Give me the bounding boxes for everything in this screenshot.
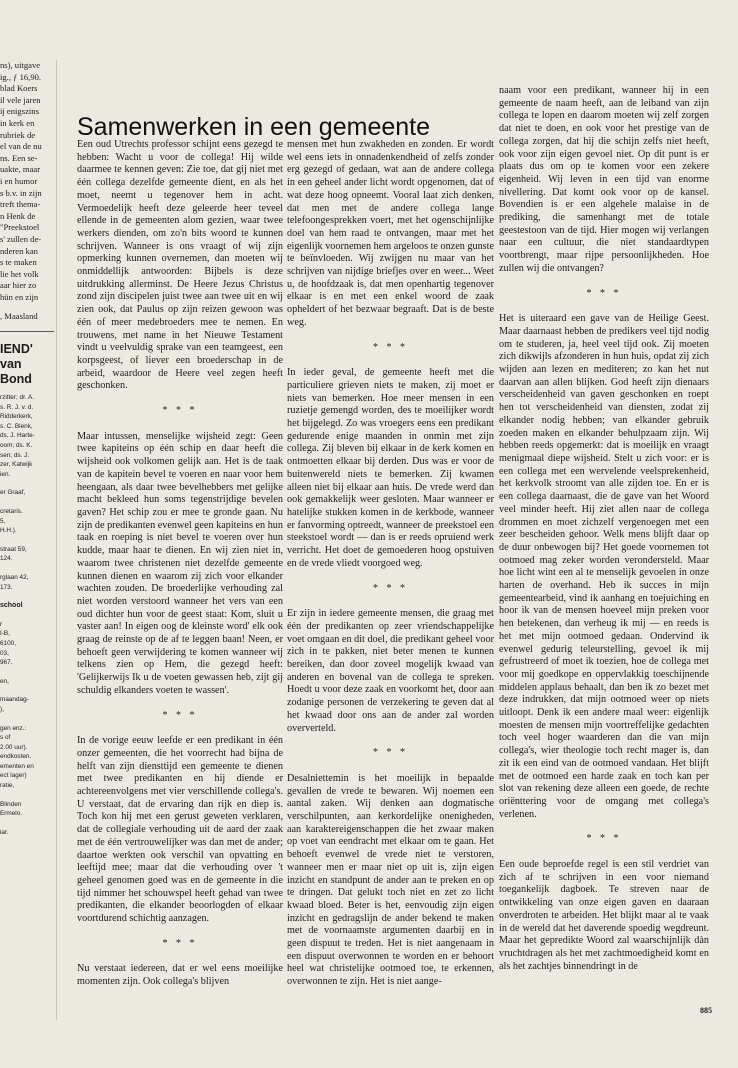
list-line: s. C. Blenk, (0, 422, 33, 430)
fragment-line: s' zullen de- (0, 233, 42, 244)
list-line: Ridderkerk, (0, 413, 33, 421)
section-separator: * * * (373, 341, 408, 353)
section-separator: * * * (586, 287, 622, 299)
list-line: rglaan 42, (0, 573, 29, 581)
adjacent-list-f (0, 601, 54, 611)
list-line: en, (0, 677, 9, 685)
list-line: rzitter; dr. A. (0, 394, 35, 402)
fragment-line: nderen kan (0, 245, 38, 256)
list-line: ementen en (0, 762, 34, 770)
list-line: I-B, (0, 630, 10, 638)
list-line: ), (0, 705, 4, 713)
list-line: Blinden (0, 800, 22, 808)
adjacent-signature: , Maasland (0, 311, 38, 322)
adjacent-list-c (0, 507, 54, 536)
list-line: H.H.). (0, 527, 17, 535)
section-separator: * * * (373, 747, 408, 759)
adjacent-list-h (0, 677, 54, 687)
list-line: school (0, 602, 23, 610)
fragment-line: ns), uitgave (0, 60, 41, 70)
fragment-line: n Henk de (0, 210, 36, 221)
fragment-line: aar hier zo (0, 280, 37, 291)
paragraph: In ieder geval, de gemeente heeft met die particuliere grieven niets te maken, zij moet er niets van bemerken. Hoe meer mensen in een ruzietje gemengd worden, des te moeilijker wordt het bijgelegd. Zo was vroegers eens een predikant gedurende enige maanden in onmin met zijn collega. Zij bleven bij elkaar in de kerk komen en ontmoetten elkaar bij derden. Dus was er voor de buitenwereld niets te bemerken. Zij kwamen alleen niet bij elkaar aan huis. De vrede werd dan ook gemakkelijk weer gesloten. Maar wanneer er hatelijke stukken komen in de kerkbode, wanneer er fanvorming optreedt, wanneer de preekstoel een steekstoel wordt — dan is er reeds opruiend werk verricht. Het doet de gemoederen hoog opstuiven en de vrede vliedt voorgoed weg. (287, 367, 494, 569)
fragment-line: treft thema- (0, 199, 41, 210)
list-line: Ermelo. (0, 810, 23, 818)
heading-line: van (0, 357, 22, 372)
fragment-line: hün en zijn (0, 291, 39, 302)
list-line: straat 59, (0, 545, 27, 553)
paragraph: Nu verstaat iedereen, dat er wel eens moeilijke momenten zijn. Ook collega's blijven (77, 963, 283, 988)
list-line: 6100, (0, 639, 16, 647)
adjacent-review-text (0, 60, 54, 303)
paragraph: Desalniettemin is het moeilijk in bepaalde gevallen de vrede te bewaren. Wij noemen een aantal zaken. Wij denken aan dogmatische verschilpunten, aan kerkordelijke onenigheden, aan karaktereigenschappen die het zwaar maken op voet van eendracht met elkaar om te gaan. Het behoeft evenwel de vrede niet te verstoren, wanneer men er maar niet op uit is, zijn eigen inzicht en standpunt de ander aan te preken en op te dringen. Dat gelukt toch niet en zet zo licht kwaad bloed. Beter is het, eenvoudig zijn eigen inzicht en gedragslijn de ander bekend te maken met de voornaamste argumenten daarbij en in geen dispuut te treden. Het is niet aangenaam in een dispuut overwonnen te worden en er behoort heel wat christelijke ootmoed toe, te erkennen, overwonnen te zijn. Het is niet aange- (287, 772, 494, 988)
adjacent-list-j (0, 724, 54, 791)
paragraph: Een oude beproefde regel is een stil verdriet van zich af te schrijven in een voor niemand toegankelijk dagboek. Te streven naar de ontwikkeling van onze eigen gaven en daaraan onverdroten te arbeiden. Het blijkt maar al te vaak in de wereld dat het daverende spoedig wegdreunt. Maar het gepredikte Woord zal waarschijnlijk dàn vruchtdragen als het met zachtmoedigheid komt en als het zachtjes binnendringt in de (499, 859, 709, 972)
section-separator: * * * (162, 937, 198, 949)
list-line: 124. (0, 555, 13, 563)
list-line: r (0, 620, 3, 628)
paragraph: In de vorige eeuw leefde er een predikant in één onzer gemeenten, die het voorrecht had bijna de helft van zijn diensttijd een gemeente te dienen met twee predikanten en hij diende er achtereenvolgens met vier verschillende collega's. U verstaat, dat de ervaring dan rijk en diep is. Toch kon hij met een gerust geweten verklaren, dat de collegiale verhouding uit de aard der zaak met de één vertrouwelijker was dan met de ander; daartoe werkten ook verschil van opvatting en leeftijd mee; maar dat die verhouding over 't geheel genomen goed was en de gemeente in die tijd nimmer het schouwspel heeft gehad van twee predikanten, die elkander beoorlogden of elkaar voortdurend schichtig aanzagen. (77, 735, 283, 925)
paragraph: Het is uiteraard een gave van de Heilige Geest. Maar daarnaast hebben de predikers veel tijd nodig om te studeren, ja, heel veel tijd ook. Zij moeten zich dikwijls afzonderen in hun huis, opdat zij zich wijden aan lezen en mediteren; zo kan het nut daarvan aan allen blijken. God heeft zijn dienaars verscheidenheid van gaven geschonken en roept hen tot verscheidenheid van diensten, zodat zij elkander nodig hebben; van elkander gebruik zoeden maken en elkander behulpzaam zijn. Wij hebben reeds opgemerkt: dat is moeilijk en vraagt menigmaal diepe wijsheid. Stelt u zich voor: er is een collega met een wervelende veelsprekenheid, het kerkvolk stroomt van alle zijden toe. En er is een collega daarnaast, die de gave van het Woord veel minder heeft. Hij ziet allen naar de collega drommen en moet zichzelf vergenoegen met een zeer bescheiden gehoor. Welk mens blijft daar op de duur onbewogen bij? Het goede voornemen tot ootmoed mag zeker worden verondersteld. Maar hoe licht wint een al te menselijk gevoelen in onze harten de overhand. Heb ik succes in mijn gemeentearbeid, vind ik aanhang en toejuiching en hoor ik van de mensen hoeveel mijn preken voor hen betekenen, dan verheug ik mij — en reeds is het met mijn ootmoed gedaan. Ondervind ik evenwel gedurig teleurstelling, gevoel ik mij gefrustreerd of moet ik toezien, hoe de collega met voor mij goedkope en oppervlakkig toeschijnende middelen applaus behaalt, dan ben ik zo bezet met deze indrukken, dat mijn ootmoed weer op niets uitloopt. Denk ik een andere maal weer: eigenlijk moesten de mensen mijn voortreffelijke gedachten toch veel hoger waarderen dan die van mijn collega's, wier theologie toch recht mager is, dan zit ik een eind van de ootmoed vandaan. Het blijft met de ootmoed een harde zaak en toch kan per slot van rekening deze alleen een goede, de rechte oriënttering voor de omgang met collega's verlenen. (499, 313, 709, 820)
paragraph: Een oud Utrechts professor schijnt eens gezegd te hebben: Wacht u voor de collega! Hij wilde daarmee te kennen geven: Zie toe, dat gij niet met één collega dezelfde gemeente dient, en als het moet, neemt u tegenover hem in acht. Vermoedelijk heeft deze geleerde heer teveel ellende in de gemeenten alom gezien, waar twee werkers dienden, om zo'n bits woord te kunnen schrijven. Wanneer is ons vraagt of wij zijn opmerking kunnen overnemen, dan moeten wij onmiddellijk antwoorden: Bijbels is deze uitdrukking allerminst. De Heere Jezus Christus zond zijn discipelen juist twee aan twee uit en wij zien ook, dat Paulus op zijn reizen gewoon was één of meer medebroeders mee te nemen. En trouwens, met name in het Nieuwe Testament vindt u veelvuldig sprake van een teamgeest, een korpsgeest, of liever een broederschap in de arbeid, waardoor de Heere veel zegen heeft geschonken. (77, 139, 283, 392)
paragraph: naam voor een predikant, wanneer hij in een gemeente de naam heeft, aan de leiband van zijn collega te lopen en daarom moeten wij zelf zorgen dat niet te doen, en ook voor het prestige van de collega zorgen, dat hij die schijn zelfs niet heeft, ook voor zijn eigen gevoel niet. Op dit punt is er plaats dus om op te komen voor een zekere eigenheid. Wij leven in een tijd van enorme nivellering. Dat komt ook voor op de kansel. Bovendien is er een algehele malaise in de prediking, die samenhangt met de totale geestestoon van de tijd. Hier mogen wij verlangen naar een cultuur, die niet standaardtypen voortbrengt, maar rijpe persoonlijkheden. Hoe zullen wij die ontvangen? (499, 85, 709, 274)
list-line: iar. (0, 828, 9, 836)
adjacent-list-e (0, 573, 54, 592)
fragment-line: blad Koers (0, 83, 38, 94)
fragment-line: el van de nu (0, 141, 42, 152)
list-line: 5, (0, 517, 6, 525)
fragment-line: ns. Een se- (0, 152, 38, 163)
list-line: 2.00 uur). (0, 743, 28, 751)
article-column-1 (77, 139, 283, 1019)
list-line: 03, (0, 649, 9, 657)
article-column-3 (499, 85, 709, 1020)
section-separator: * * * (162, 405, 198, 417)
list-line: sen; ds. J. (0, 451, 30, 459)
list-line: gen enz.: (0, 724, 27, 732)
list-line: endkosten. (0, 753, 32, 761)
list-line: s of (0, 734, 11, 742)
heading-line: IEND' (0, 342, 33, 357)
fragment-line: ij enigszins (0, 106, 39, 117)
adjacent-list-i (0, 695, 54, 714)
paragraph: Maar intussen, menselijke wijsheid zegt: Geen twee kapiteins op één schip en daar heeft die wijsheid ook volkomen gelijk aan. Het is de taak van de kapitein bevel te voeren en naar voor hem heengaan, als daar twee bevelhebbers met gelijke macht bekleed hun soms tegenstrijdige bevelen gaven? Het schip zou er mee te gronde gaan. Nu zijn de predikanten evenwel geen kapiteins en hun taak en roeping is niet bevel te voeren over hun kudde, maar haar te dienen. En wij zien niet in, waarom twee christenen niet dezelfde gemeente kunnen dienen en waarom zij zich voor elkander wachten zouden. De broederlijke verhouding zal niet worden verstoord wanneer het vers van een oud dichter hun voor de geest staat: Kom, sluit u vaster aan! In eigen oog de kleinste word' elk ook graag de reinste op de af te leggen baan! Neen, er behoeft geen verwijdering te komen wanneer wij telkens zien op Hem, die gezegd heeft: 'Gelijkerwijs Ik u de voeten gewassen heb, zijt gij schuldig elkanders voeten te wassen'. (77, 430, 283, 696)
list-line: zer, Katwijk (0, 461, 33, 469)
list-line: ien. (0, 470, 11, 478)
adjacent-heading (0, 342, 54, 387)
fragment-line: s b.v. in zijn (0, 187, 42, 198)
adjacent-column-fragment (0, 60, 54, 1020)
list-line: s. R. J. v. d. (0, 403, 34, 411)
fragment-line: in kerk en (0, 117, 35, 128)
list-line: ratie, (0, 782, 15, 790)
fragment-line: i en humor (0, 175, 38, 186)
list-line: ds. J. Harte- (0, 432, 35, 440)
list-line: oom; ds. K. (0, 442, 33, 450)
page-number: 885 (700, 1006, 712, 1015)
list-line: er Graaf, (0, 489, 26, 497)
article-column-2 (287, 139, 494, 1019)
adjacent-list-b (0, 488, 54, 498)
list-line: maandag- (0, 696, 29, 704)
list-line: 173. (0, 583, 13, 591)
paragraph: Er zijn in iedere gemeente mensen, die graag met één der predikanten op zeer vriendschappelijke voet omgaan en dit doel, die predikant geheel voor zich in te pakken, niet beter menen te kunnen bereiken, dan door zoveel mogelijk kwaad van anderen en bovenal van de collega te spreken. Hoedt u voor deze zaak en voorkomt het, door aan zodanige personen de verzekering te geven dat al het kwaad door ons aan de ander zal worden oververteld. (287, 608, 494, 734)
divider (0, 331, 54, 332)
adjacent-list-k (0, 800, 54, 819)
adjacent-list-g (0, 620, 54, 668)
list-line: ect lager) (0, 772, 27, 780)
fragment-line: rubriek de (0, 129, 36, 140)
section-separator: * * * (162, 709, 198, 721)
fragment-line: "Preekstoel (0, 222, 40, 233)
section-separator: * * * (373, 582, 408, 594)
heading-line: Bond (0, 372, 32, 387)
adjacent-list-l (0, 828, 54, 838)
fragment-line: uakte, maar (0, 164, 41, 175)
column-rule (56, 60, 57, 1020)
fragment-line: il vele jaren (0, 94, 41, 105)
list-line: cretaris. (0, 508, 23, 515)
adjacent-list-a (0, 393, 54, 479)
list-line: 967. (0, 659, 13, 667)
fragment-line: lie het volk (0, 268, 39, 279)
article-title: Samenwerken in een gemeente (77, 113, 431, 141)
paragraph: mensen met hun zwakheden en zonden. Er wordt wel eens iets in onnadenkendheid of zelfs zonder erg gezegd of gedaan, wat aan de andere collega in een geheel ander licht wordt opgenomen, dat of wat deze hoog opneemt. Vooral laat zich denken, dat men met de andere collega lange telefoongesprekken voert, met het ogenschijnlijke doel van hem raad te ontvangen, maar met het eigenlijk voornemen hem argeloos te onzen gunste te beïnvloeden. Wij zwijgen nu maar van het schrijven van nijdige briefjes over en weer... Weet u, de hoofdzaak is, dat men openhartig tegenover elkaar is en met een enkel woord de zaak opheldert of het bezwaar begraaft. Dat is de beste weg. (287, 139, 494, 328)
section-separator: * * * (586, 833, 622, 845)
adjacent-list-d (0, 545, 54, 564)
fragment-line: ig., ƒ 16,90. (0, 71, 42, 82)
fragment-line: s te maken (0, 257, 37, 268)
